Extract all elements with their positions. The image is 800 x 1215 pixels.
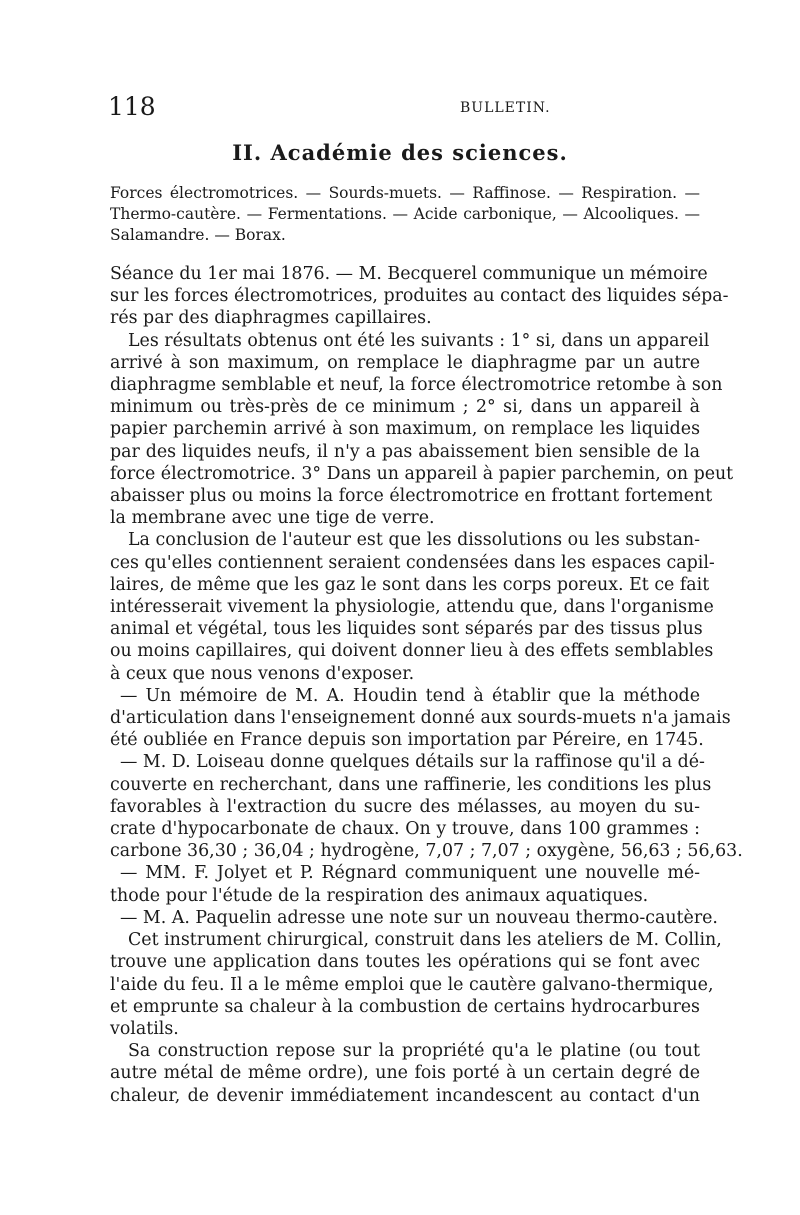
page-header xyxy=(108,92,708,122)
text-line: carbone 36,30 ; 36,04 ; hydrogène, 7,07 ; 7,07 ; oxygène, 56,63 ; 56,63. xyxy=(110,841,743,862)
text-line: — MM. F. Jolyet et P. Régnard communiquent une nouvelle mé- xyxy=(120,863,700,884)
text-line: été oubliée en France depuis son importation par Péreire, en 1745. xyxy=(110,730,704,751)
text-line: autre métal de même ordre), une fois porté à un certain degré de xyxy=(110,1063,700,1084)
summary-line: Thermo-cautère. — Fermentations. — Acide carbonique, — Alcooliques. — xyxy=(110,205,700,223)
summary-line: Salamandre. — Borax. xyxy=(110,226,286,244)
text-line: — M. A. Paquelin adresse une note sur un nouveau thermo-cautère. xyxy=(120,907,718,928)
text-line: couverte en recherchant, dans une raffinerie, les conditions les plus xyxy=(110,774,712,795)
text-line: rés par des diaphragmes capillaires. xyxy=(110,308,432,329)
text-line: l'aide du feu. Il a le même emploi que le cautère galvano-thermique, xyxy=(110,974,714,995)
text-line: Cet instrument chirurgical, construit dans les ateliers de M. Collin, xyxy=(128,930,722,951)
running-head: BULLETIN. xyxy=(460,100,551,116)
section-summary xyxy=(110,183,700,246)
text-line: arrivé à son maximum, on remplace le diaphragme par un autre xyxy=(110,352,700,373)
text-line: sur les forces électromotrices, produites au contact des liquides sépa- xyxy=(110,286,729,307)
text-line: — Un mémoire de M. A. Houdin tend à établir que la méthode xyxy=(120,685,700,706)
text-line: volatils. xyxy=(110,1018,179,1039)
text-line: ces qu'elles contiennent seraient condensées dans les espaces capil- xyxy=(110,552,715,573)
text-line: par des liquides neufs, il n'y a pas abaissement bien sensible de la xyxy=(110,441,700,462)
text-line: abaisser plus ou moins la force électromotrice en frottant fortement xyxy=(110,486,713,507)
text-line: la membrane avec une tige de verre. xyxy=(110,508,435,529)
text-line: papier parchemin arrivé à son maximum, on remplace les liquides xyxy=(110,419,700,440)
body-text xyxy=(110,263,743,1107)
text-line: force électromotrice. 3° Dans un appareil à papier parchemin, on peut xyxy=(110,463,734,484)
section-title: II. Académie des sciences. xyxy=(232,140,568,165)
summary-line: Forces électromotrices. — Sourds-muets. — Raffinose. — Respiration. — xyxy=(110,184,700,202)
text-line: animal et végétal, tous les liquides sont séparés par des tissus plus xyxy=(110,619,703,640)
text-line: et emprunte sa chaleur à la combustion de certains hydrocarbures xyxy=(110,996,700,1017)
text-line: diaphragme semblable et neuf, la force électromotrice retombe à son xyxy=(110,375,723,396)
text-line: trouve une application dans toutes les opérations qui se font avec xyxy=(110,952,700,973)
page-number: 118 xyxy=(108,92,156,121)
text-line: laires, de même que les gaz le sont dans les corps poreux. Et ce fait xyxy=(110,574,710,595)
text-line: Séance du 1er mai 1876. — M. Becquerel communique un mémoire xyxy=(110,264,708,284)
text-line: minimum ou très-près de ce minimum ; 2° si, dans un appareil à xyxy=(110,397,700,418)
text-line: thode pour l'étude de la respiration des animaux aquatiques. xyxy=(110,885,649,906)
text-line: — M. D. Loiseau donne quelques détails sur la raffinose qu'il a dé- xyxy=(120,752,705,773)
text-line: crate d'hypocarbonate de chaux. On y trouve, dans 100 grammes : xyxy=(110,819,700,840)
text-line: d'articulation dans l'enseignement donné aux sourds-muets n'a jamais xyxy=(110,708,731,729)
text-line: intéresserait vivement la physiologie, attendu que, dans l'organisme xyxy=(110,597,714,618)
text-line: ou moins capillaires, qui doivent donner lieu à des effets semblables xyxy=(110,641,714,662)
text-line: La conclusion de l'auteur est que les dissolutions ou les substan- xyxy=(128,530,700,551)
text-line: à ceux que nous venons d'exposer. xyxy=(110,663,415,684)
text-line: Sa construction repose sur la propriété qu'a le platine (ou tout xyxy=(128,1041,700,1062)
text-line: chaleur, de devenir immédiatement incandescent au contact d'un xyxy=(110,1085,700,1106)
text-line: Les résultats obtenus ont été les suivants : 1° si, dans un appareil xyxy=(128,330,710,351)
text-line: favorables à l'extraction du sucre des mélasses, au moyen du su- xyxy=(110,796,700,817)
